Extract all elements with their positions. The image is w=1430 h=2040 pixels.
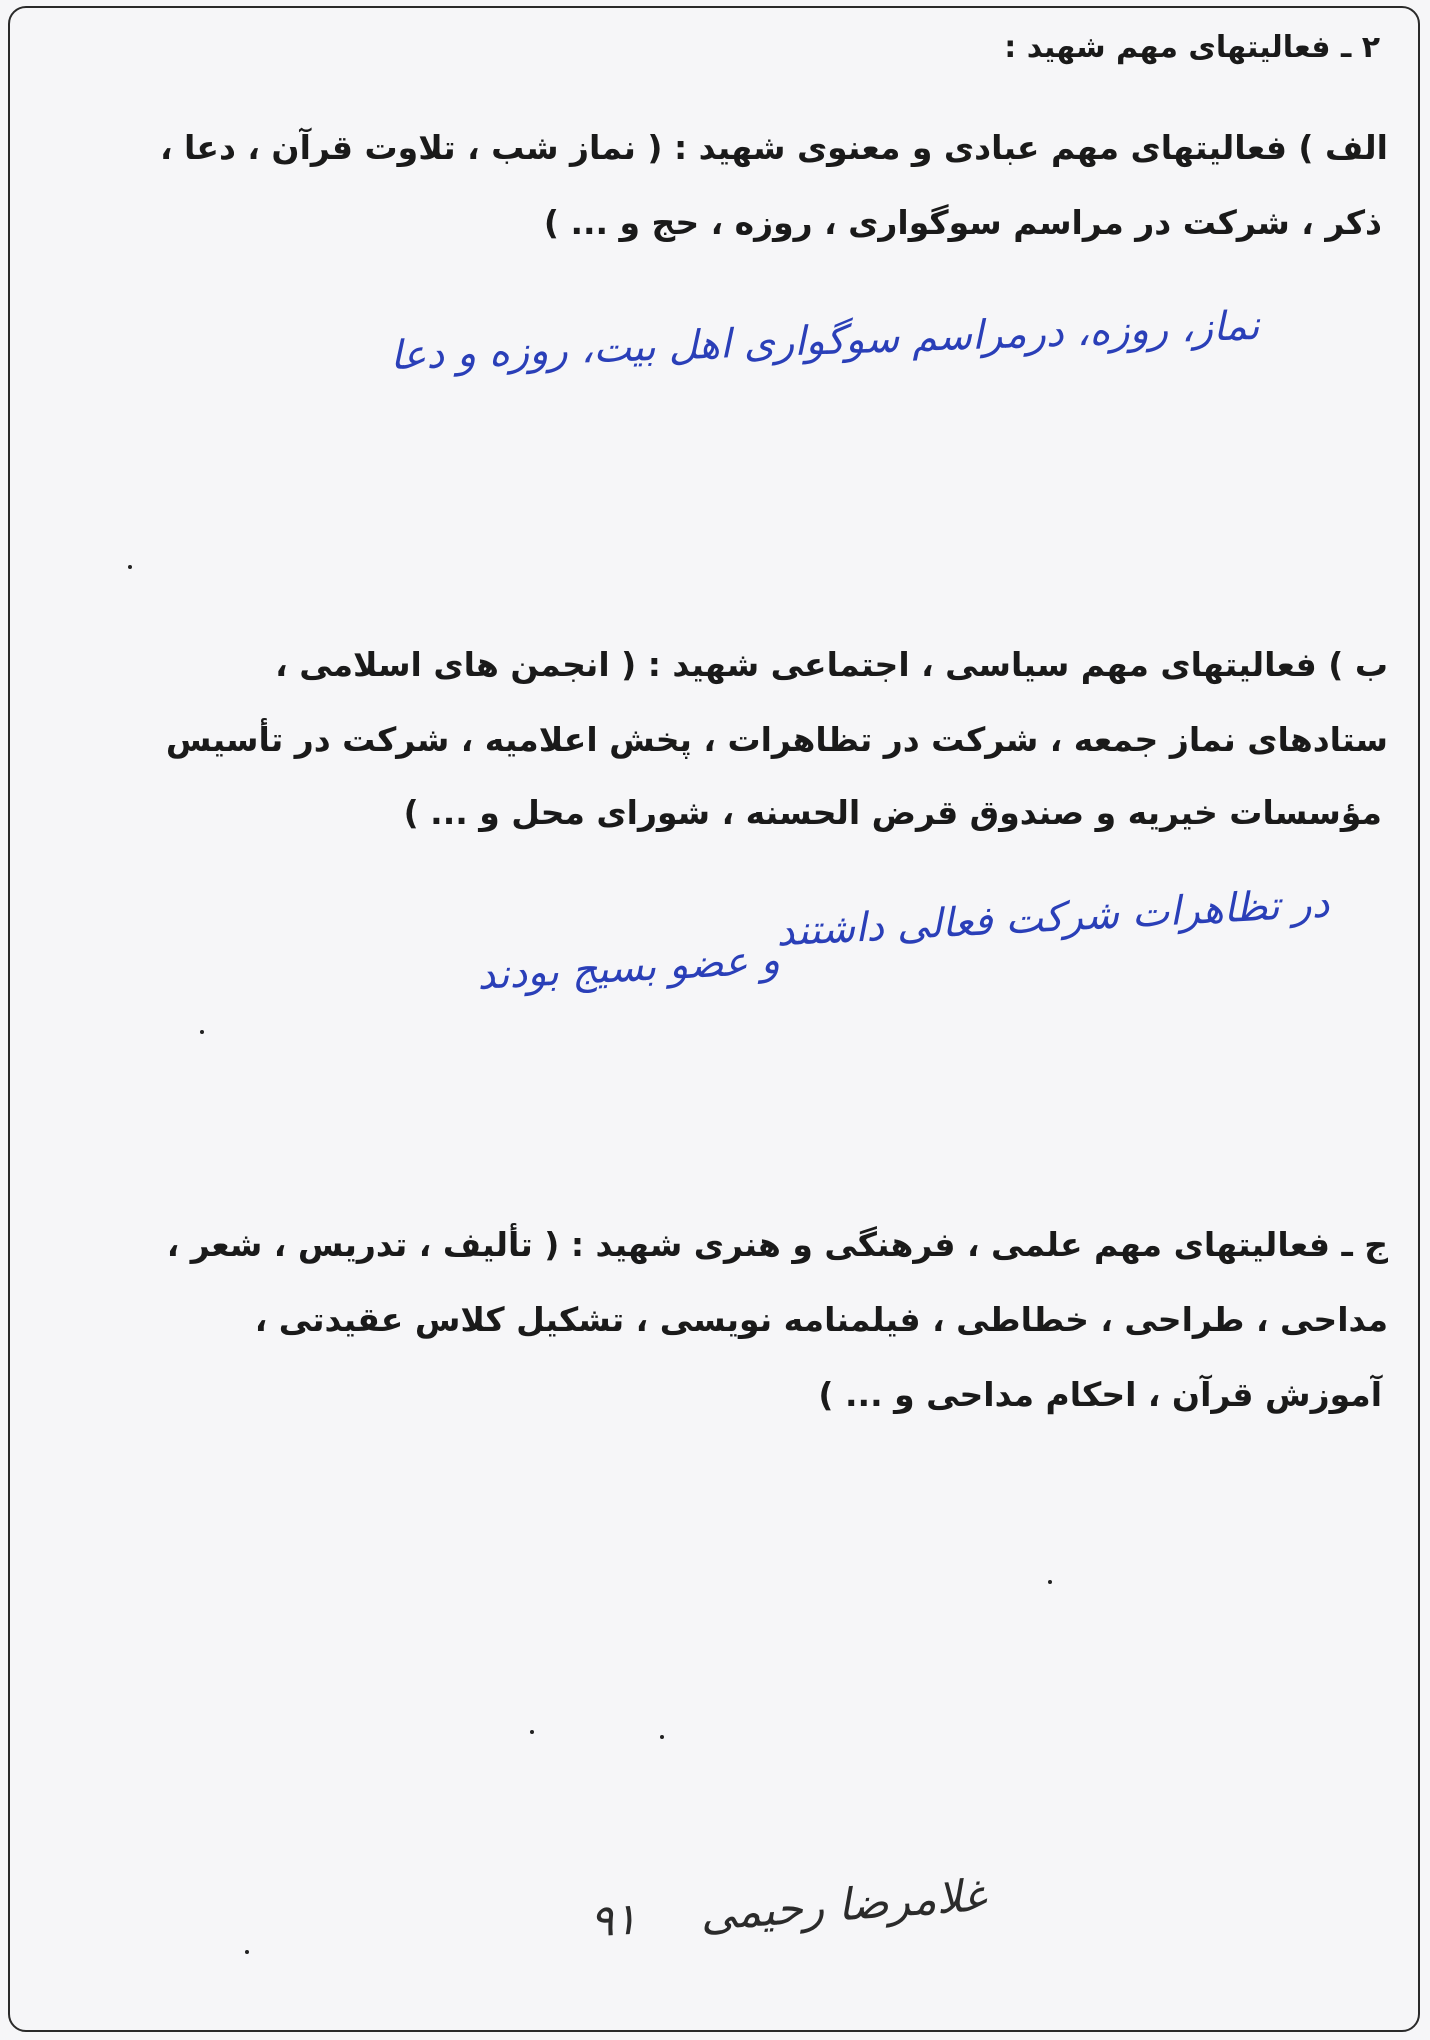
- scan-speck: [660, 1735, 664, 1739]
- section-a-line-1: الف ) فعالیتهای مهم عبادی و معنوی شهید : ( نماز شب ، تلاوت قرآن ، دعا ،: [160, 128, 1388, 167]
- section-b-handwritten-answer-2: و عضو بسیج بودند: [475, 937, 781, 999]
- section-b-line-2: ستادهای نماز جمعه ، شرکت در تظاهرات ، پخش اعلامیه ، شرکت در تأسیس: [165, 720, 1388, 759]
- signature-year: ۹۱: [588, 1893, 639, 1948]
- section-c-line-2: مداحی ، طراحی ، خطاطی ، فیلمنامه نویسی ، تشکیل کلاس عقیدتی ،: [254, 1300, 1388, 1339]
- section-c-line-3: آموزش قرآن ، احکام مداحی و ... ): [818, 1375, 1382, 1414]
- section-b-line-1: ب ) فعالیتهای مهم سیاسی ، اجتماعی شهید : ( انجمن های اسلامی ،: [275, 645, 1388, 684]
- section-c-line-1: ج ـ فعالیتهای مهم علمی ، فرهنگی و هنری شهید : ( تألیف ، تدریس ، شعر ،: [166, 1225, 1388, 1264]
- signature-name: غلامرضا رحیمی: [698, 1870, 988, 1941]
- scan-speck: [200, 1030, 204, 1034]
- section-a-handwritten-answer: نماز، روزه، درمراسم سوگواری اهل بیت، روزه و دعا: [389, 302, 1261, 380]
- section-b-line-3: مؤسسات خیریه و صندوق قرض الحسنه ، شورای محل و ... ): [403, 793, 1382, 832]
- section-b-handwritten-answer-1: در تظاهرات شرکت فعالی داشتند: [775, 880, 1331, 956]
- section-a-line-2: ذکر ، شرکت در مراسم سوگواری ، روزه ، حج و ... ): [543, 203, 1382, 242]
- scan-speck: [128, 565, 132, 569]
- scan-speck: [1048, 1580, 1052, 1584]
- form-heading: ۲ ـ فعالیتهای مهم شهید :: [1004, 30, 1380, 65]
- scan-speck: [530, 1730, 534, 1734]
- scan-speck: [245, 1950, 249, 1954]
